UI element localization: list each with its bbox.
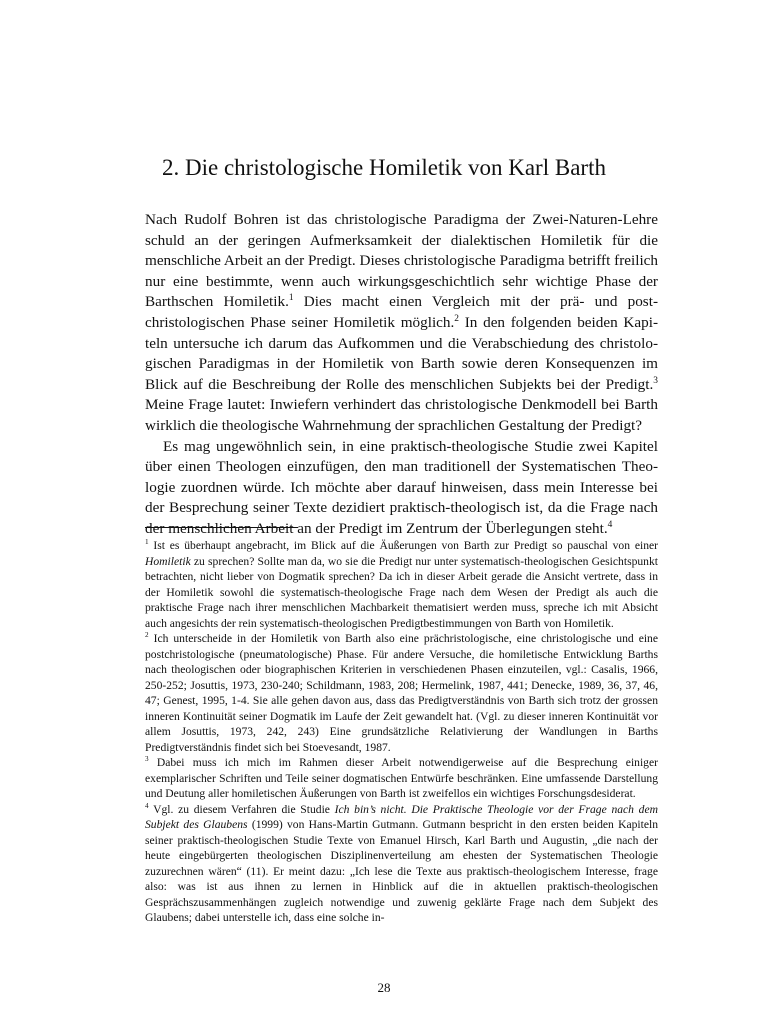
footnote-4-part-a: Vgl. zu diesem Verfahren die Studie [148,802,335,816]
paragraph-1-part-a: Nach Rudolf Bohren ist das christologische Paradigma der Zwei-Naturen-Lehre schuld an der geringen Aufmerksamkeit der dialektischen Homiletik für die menschliche Arbeit an der Predigt. Dieses christologische Paradigma betrifft freilich nur eine bestimmte, wenn auch wirkungsgeschichtlich sehr wichtige Phase der Barthschen Homiletik. [145,211,658,311]
footnote-1-emphasis: Homiletik [145,554,191,568]
footnote-2-number: 2 [145,631,149,640]
footnote-3-number: 3 [145,755,149,764]
footnote-ref-4[interactable]: 4 [607,519,613,530]
footnotes [145,538,658,926]
footnote-2-text: Ich unterscheide in der Homiletik von Barth also eine prächristologische, eine christologische und eine postchristologische (pneumatologische) Phase. Für andere Versuche, die homiletische Entwicklung Barths nach theologischen oder biographischen Kriterien in verschiedenen Phasen einzuteilen, vgl.: Casalis, 1966, 250-252; Josuttis, 1973, 230-240; Schildmann, 1983, 208; Hermelink, 1987, 441; Denecke, 1989, 36, 37, 46, 47; Genest, 1995, 1-4. Sie alle gehen davon aus, dass das Predigtverständnis von Barth sich trotz der grossen inneren Kontinuität seiner Dogmatik im Laufe der Zeit gewandelt hat. (Vgl. zu dieser inneren Kontinuität vor allem Josuttis, 1973, 242, 243) Eine grundsätzliche Relativierung der Wandlungen in Barths Predigtverständnis findet sich bei Stoevesandt, 1987. [145,632,658,754]
footnote-4-number: 4 [145,801,149,810]
footnote-1 [145,538,658,631]
chapter-title: 2. Die christologische Homiletik von Karl Barth [162,155,606,180]
footnote-1-part-a: Ist es überhaupt angebracht, im Blick auf die Äußerungen von Barth zur Predigt so pauschal von einer [148,539,658,552]
footnote-4 [145,802,658,926]
footnote-2 [145,631,658,755]
paragraph-1-part-d: Meine Frage lautet: Inwiefern verhindert das christologische Denkmodell bei Barth wirklich die theologische Wahrnehmung der sprachlichen Gestaltung der Predigt? [145,396,658,434]
paragraph-1 [145,210,658,437]
paragraph-1-part-c: In den folgenden beiden Kapiteln untersuche ich darum das Aufkommen und die Verabschiedung des christologischen Paradigmas in der Homiletik von Barth sowie deren Konsequenzen im Blick auf die Beschreibung der Rolle des menschlichen Subjekts bei der Predigt. [145,313,658,393]
main-text [145,210,658,540]
footnote-ref-2[interactable]: 2 [454,313,459,324]
footnote-ref-3[interactable]: 3 [653,375,658,386]
footnote-4-part-b: (1999) von Hans-Martin Gutmann. Gutmann bespricht in den ersten beiden Kapiteln seiner praktisch-theologischen Studie Texte von Emanuel Hirsch, Karl Barth und Augustin, „die nach der heute eingebürgerten theologischen Disziplinenverteilung am ehesten der Systematischen Theologie zuzurechnen wären“ (11). Er meint dazu: „Ich lese die Texte aus praktisch-theologischem Interesse, frage also: was ist aus ihnen zu lernen in Hinblick auf die in aktuellen praktisch-theologischen Gesprächszusammenhängen zugleich notwendige und zuwenig geklärte Frage nach dem Subjekt des Glaubens; dabei unterstelle ich, dass eine solche in- [145,818,658,924]
footnote-divider [145,527,298,528]
paragraph-1-part-b: Dies macht einen Vergleich mit der prä- und postchristologischen Phase seiner Homiletik möglich. [145,293,659,331]
page-number: 28 [377,980,391,995]
footnote-4-book-title: Ich bin’s nicht. Die Praktische Theologie vor der Frage nach dem Subjekt des Glaubens [145,802,658,831]
footnote-1-part-b: zu sprechen? Sollte man da, wo sie die Predigt nur unter systematisch-theologischen Gesichtspunkt betrachten, nicht lieber von Dogmatik sprechen? Da ich in dieser Arbeit gerade die Ansicht vertrete, dass in der Homiletik sowohl die systematisch-theologische Frage nach dem Wesen der Predigt als auch die praktische Frage nach ihrer menschlichen Machbarkeit thematisiert werden muss, spreche ich mit Absicht auch angesichts der rein systematisch-theologischen Predigtbestimmungen von Barth von Homiletik. [145,554,658,630]
footnote-1-number: 1 [145,538,149,547]
footnote-ref-1[interactable]: 1 [288,293,294,304]
footnote-3 [145,755,658,802]
paragraph-2-text: Es mag ungewöhnlich sein, in eine praktisch-theologische Studie zwei Kapitel über einen Theologen einzufügen, den man traditionell der Systematischen Theologie zuordnen würde. Ich möchte aber darauf hinweisen, dass mein Interesse bei der Besprechung seiner Texte dezidiert praktisch-theologisch ist, da die Frage nach der menschlichen Arbeit an der Predigt im Zentrum der Überlegungen steht. [145,437,658,537]
paragraph-2 [145,437,658,540]
footnote-3-text: Dabei muss ich mich im Rahmen dieser Arbeit notwendigerweise auf die Besprechung einiger exemplarischer Schriften und Teile seiner dogmatischen Entwürfe beschränken. Eine umfassende Darstellung und Deutung aller homiletischen Äußerungen von Barth ist zweifellos ein wichtiges Forschungsdesiderat. [145,756,658,800]
